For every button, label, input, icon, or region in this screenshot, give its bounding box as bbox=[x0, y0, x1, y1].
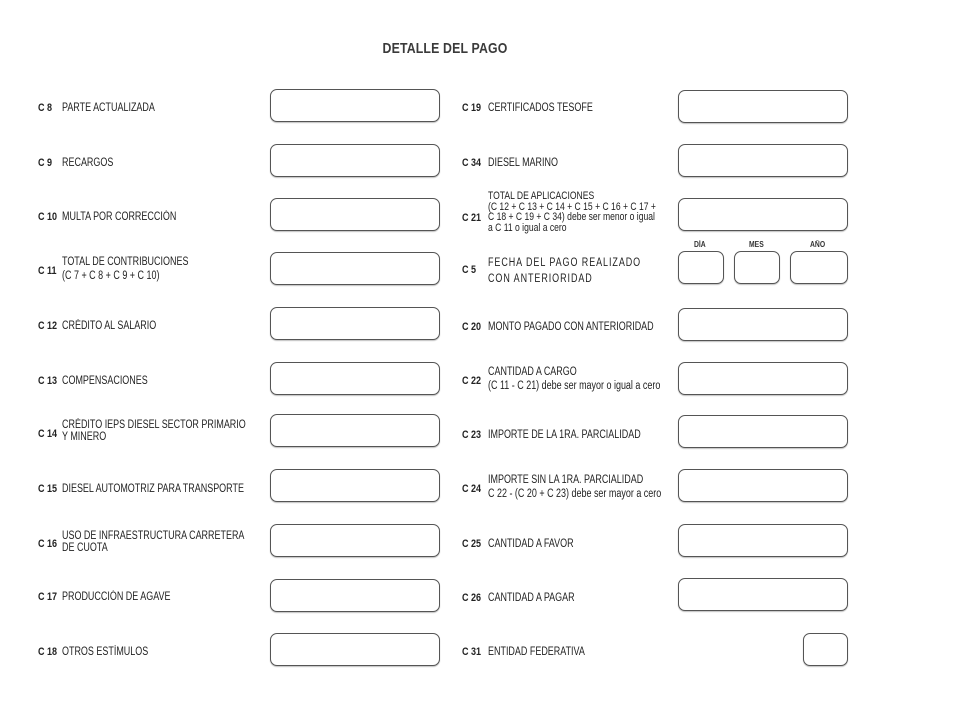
field-label-cantidad-cargo bbox=[488, 366, 660, 392]
label-line: a C 11 o igual a cero bbox=[488, 221, 567, 234]
field-code-c8: C 8 bbox=[38, 102, 53, 114]
certificados-tesofe-input[interactable] bbox=[678, 90, 848, 123]
field-label-produccion-agave: PRODUCCIÓN DE AGAVE bbox=[62, 591, 171, 603]
cantidad-cargo-input[interactable] bbox=[678, 362, 848, 395]
field-code-c11: C 11 bbox=[38, 265, 57, 277]
label-line: CRÉDITO IEPS DIESEL SECTOR PRIMARIO bbox=[62, 419, 246, 431]
field-label-parte-actualizada: PARTE ACTUALIZADA bbox=[62, 102, 155, 114]
field-label-diesel-automotriz: DIESEL AUTOMOTRIZ PARA TRANSPORTE bbox=[62, 483, 244, 495]
cantidad-favor-input[interactable] bbox=[678, 524, 848, 557]
field-label-recargos: RECARGOS bbox=[62, 157, 114, 169]
field-code-c18: C 18 bbox=[38, 646, 58, 658]
field-code-c20: C 20 bbox=[462, 321, 482, 333]
infraestructura-carretera-input[interactable] bbox=[270, 524, 440, 557]
date-month-input[interactable] bbox=[734, 251, 780, 284]
parte-actualizada-input[interactable] bbox=[270, 89, 440, 122]
field-code-c34: C 34 bbox=[462, 157, 482, 169]
label-line: (C 12 + C 13 + C 14 + C 15 + C 16 + C 17 + bbox=[488, 200, 656, 213]
total-aplicaciones-input[interactable] bbox=[678, 198, 848, 231]
produccion-agave-input[interactable] bbox=[270, 579, 440, 612]
field-label-multa-correccion: MULTA POR CORRECCIÓN bbox=[62, 211, 177, 223]
field-code-c12: C 12 bbox=[38, 320, 58, 332]
field-label-otros-estimulos: OTROS ESTÍMULOS bbox=[62, 646, 149, 658]
diesel-automotriz-input[interactable] bbox=[270, 469, 440, 502]
field-code-c13: C 13 bbox=[38, 375, 58, 387]
field-code-c15: C 15 bbox=[38, 483, 58, 495]
label-line: FECHA DEL PAGO REALIZADO bbox=[488, 257, 642, 269]
total-contribuciones-input[interactable] bbox=[270, 252, 440, 285]
date-month-label: MES bbox=[749, 240, 764, 249]
field-code-c19: C 19 bbox=[462, 102, 482, 114]
otros-estimulos-input[interactable] bbox=[270, 633, 440, 666]
field-code-c26: C 26 bbox=[462, 592, 482, 604]
field-label-credito-ieps bbox=[62, 419, 246, 443]
field-label-fecha-pago bbox=[488, 257, 641, 285]
field-code-c5: C 5 bbox=[462, 264, 477, 276]
field-label-importe-sin-1ra-parcialidad bbox=[488, 474, 661, 500]
label-line: TOTAL DE APLICACIONES bbox=[488, 190, 595, 202]
field-code-c31: C 31 bbox=[462, 646, 482, 658]
field-label-infraestructura-carretera bbox=[62, 530, 244, 554]
date-year-label: AÑO bbox=[810, 240, 826, 249]
field-code-c10: C 10 bbox=[38, 211, 58, 223]
label-line: DE CUOTA bbox=[62, 542, 108, 554]
importe-sin-1ra-parcialidad-input[interactable] bbox=[678, 469, 848, 502]
label-line: CANTIDAD A CARGO bbox=[488, 366, 577, 378]
recargos-input[interactable] bbox=[270, 144, 440, 177]
label-line: (C 7 + C 8 + C 9 + C 10) bbox=[62, 270, 160, 282]
field-code-c22: C 22 bbox=[462, 375, 482, 387]
field-label-compensaciones: COMPENSACIONES bbox=[62, 375, 148, 387]
label-line: CON ANTERIORIDAD bbox=[488, 273, 593, 285]
field-code-c25: C 25 bbox=[462, 538, 482, 550]
label-line: USO DE INFRAESTRUCTURA CARRETERA bbox=[62, 530, 245, 542]
field-code-c21: C 21 bbox=[462, 212, 482, 224]
label-line: IMPORTE SIN LA 1RA. PARCIALIDAD bbox=[488, 474, 644, 486]
field-code-c24: C 24 bbox=[462, 483, 482, 495]
entidad-federativa-input[interactable] bbox=[803, 633, 848, 666]
label-line: TOTAL DE CONTRIBUCIONES bbox=[62, 256, 189, 268]
label-line: (C 11 - C 21) debe ser mayor o igual a cero bbox=[488, 380, 661, 392]
compensaciones-input[interactable] bbox=[270, 362, 440, 395]
credito-ieps-input[interactable] bbox=[270, 414, 440, 447]
field-label-credito-salario: CRÉDITO AL SALARIO bbox=[62, 320, 157, 332]
cantidad-pagar-input[interactable] bbox=[678, 578, 848, 611]
field-label-total-contribuciones bbox=[62, 256, 188, 282]
field-label-monto-pagado: MONTO PAGADO CON ANTERIORIDAD bbox=[488, 321, 654, 333]
label-line: C 22 - (C 20 + C 23) debe ser mayor a cero bbox=[488, 488, 662, 500]
field-label-importe-1ra-parcialidad: IMPORTE DE LA 1RA. PARCIALIDAD bbox=[488, 429, 641, 441]
multa-correccion-input[interactable] bbox=[270, 198, 440, 231]
field-code-c23: C 23 bbox=[462, 429, 482, 441]
monto-pagado-input[interactable] bbox=[678, 308, 848, 341]
date-day-input[interactable] bbox=[678, 251, 724, 284]
field-code-c9: C 9 bbox=[38, 157, 53, 169]
field-label-cantidad-pagar: CANTIDAD A PAGAR bbox=[488, 592, 575, 604]
label-line: C 18 + C 19 + C 34) debe ser menor o igual bbox=[488, 211, 655, 223]
date-year-input[interactable] bbox=[790, 251, 848, 284]
field-label-cantidad-favor: CANTIDAD A FAVOR bbox=[488, 538, 574, 550]
field-label-entidad-federativa: ENTIDAD FEDERATIVA bbox=[488, 646, 585, 658]
field-label-diesel-marino: DIESEL MARINO bbox=[488, 157, 558, 169]
date-day-label: DÍA bbox=[694, 240, 706, 249]
label-line: Y MINERO bbox=[62, 431, 107, 443]
credito-salario-input[interactable] bbox=[270, 307, 440, 340]
field-code-c16: C 16 bbox=[38, 538, 58, 550]
form-title: DETALLE DEL PAGO bbox=[382, 40, 508, 57]
field-label-certificados-tesofe: CERTIFICADOS TESOFE bbox=[488, 102, 593, 114]
field-code-c17: C 17 bbox=[38, 591, 58, 603]
importe-1ra-parcialidad-input[interactable] bbox=[678, 415, 848, 448]
field-label-total-aplicaciones bbox=[488, 191, 656, 233]
diesel-marino-input[interactable] bbox=[678, 144, 848, 177]
field-code-c14: C 14 bbox=[38, 428, 58, 440]
